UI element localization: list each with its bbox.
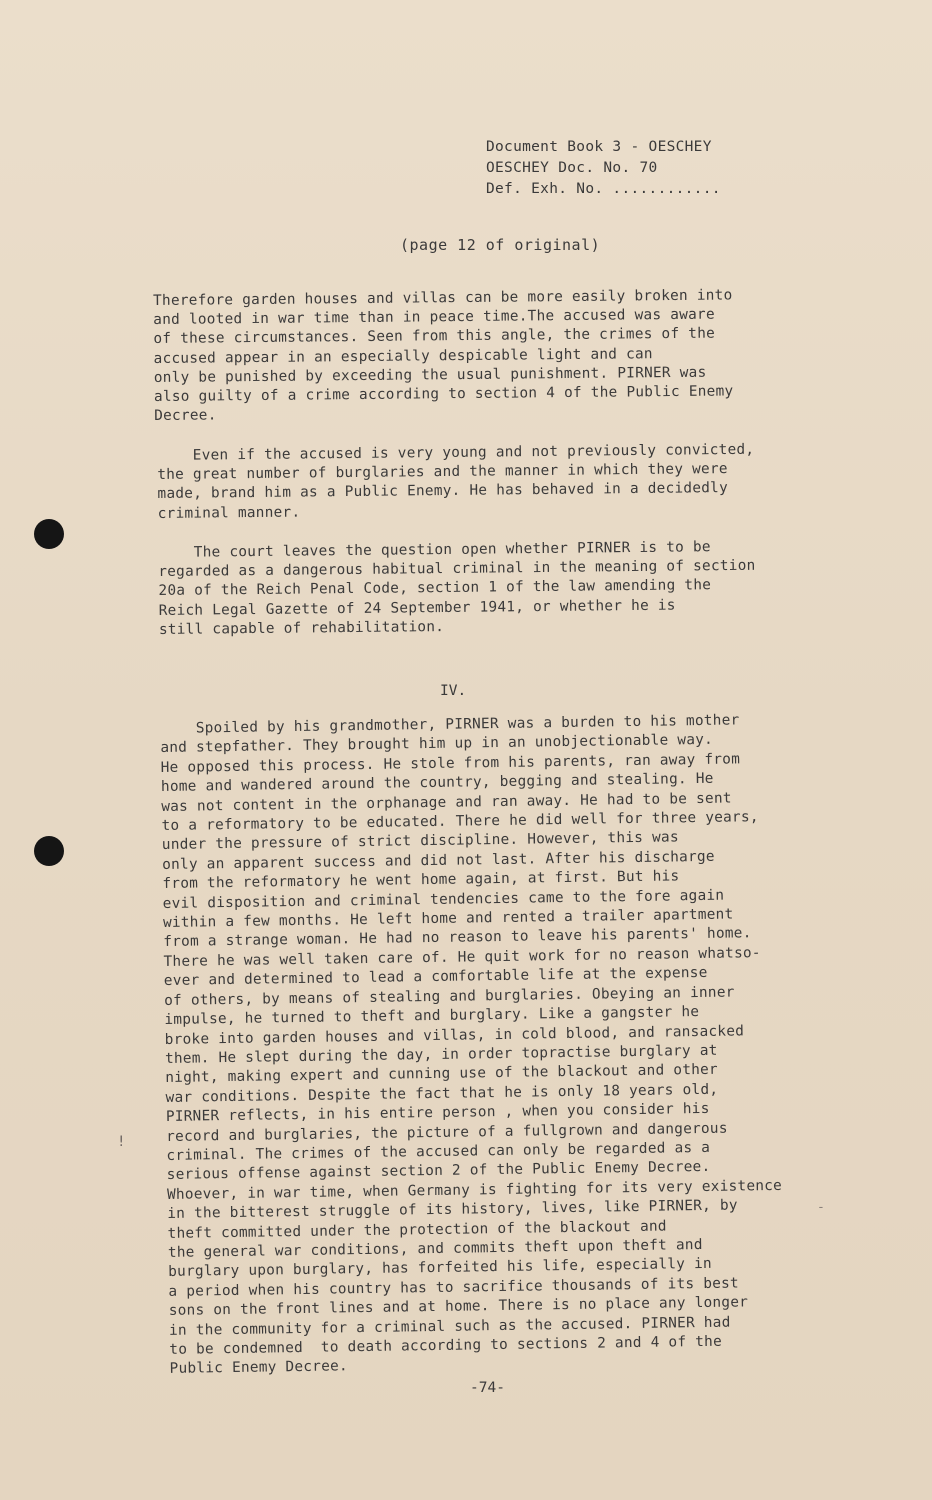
text-line: ever and determined to lead a comfortable life at the expense xyxy=(163,965,708,990)
text-line: Therefore garden houses and villas can be more easily broken into xyxy=(153,287,733,309)
page-number: -74- xyxy=(470,1380,505,1396)
text-line: broke into garden houses and villas, in cold blood, and ransacked xyxy=(164,1022,745,1048)
text-line: within a few months. He left home and rented a trailer apartment xyxy=(162,906,734,932)
paragraph-public-enemy xyxy=(157,441,755,524)
text-line: of others, by means of stealing and burglaries. Obeying an inner xyxy=(164,984,735,1009)
text-line: There he was well taken care of. He quit work for no reason whatso- xyxy=(163,944,761,970)
text-line: war conditions. Despite the fact that he is only 18 years old, xyxy=(165,1081,719,1106)
text-line: a period when his country has to sacrifice thousands of its best xyxy=(168,1275,740,1300)
text-line: regarded as a dangerous habitual criminal in the meaning of section xyxy=(158,557,756,581)
paragraph-habitual-criminal xyxy=(158,538,756,640)
text-line: theft committed under the protection of the blackout and xyxy=(167,1218,667,1242)
text-line: them. He slept during the day, in order topractise burglary at xyxy=(164,1042,718,1067)
text-line: night, making expert and cunning use of the blackout and other xyxy=(165,1062,719,1087)
document-header xyxy=(486,137,721,200)
text-line: in the bitterest struggle of its history, lives, like PIRNER, by xyxy=(167,1197,738,1223)
header-doc-number: OESCHEY Doc. No. 70 xyxy=(486,160,658,176)
text-line: record and burglaries, the picture of a fullgrown and dangerous xyxy=(166,1120,728,1145)
page-reference: (page 12 of original) xyxy=(400,236,601,254)
margin-dash: - xyxy=(817,1200,825,1215)
text-line: The court leaves the question open whether PIRNER is to be xyxy=(158,539,711,561)
text-line: burglary upon burglary, has forfeited his life, especially in xyxy=(168,1256,713,1281)
punch-hole-lower xyxy=(34,836,64,866)
text-line: of these circumstances. Seen from this angle, the crimes of the xyxy=(153,326,716,348)
paragraph-garden-houses xyxy=(153,286,734,426)
text-line: from a strange woman. He had no reason to leave his parents' home. xyxy=(163,925,752,951)
text-line: sons on the front lines and at home. There is no place any longer xyxy=(168,1294,749,1320)
text-line: accused appear in an especially despicable light and can xyxy=(153,345,653,367)
text-line: serious offense against section 2 of the Public Enemy Decree. xyxy=(166,1159,711,1184)
section-heading-iv: IV. xyxy=(440,683,467,699)
text-line: and stepfather. They brought him up in an unobjectionable way. xyxy=(160,732,714,757)
text-line: from the reformatory he went home again, at first. But his xyxy=(162,868,680,893)
text-line: only an apparent success and did not last. After his discharge xyxy=(162,848,715,873)
text-line: Public Enemy Decree. xyxy=(169,1358,349,1378)
margin-mark: ! xyxy=(117,1134,126,1150)
text-line: to be condemned to death according to sections 2 and 4 of the xyxy=(169,1333,723,1358)
text-line: evil disposition and criminal tendencies came to the fore again xyxy=(162,887,725,912)
header-document-book: Document Book 3 - OESCHEY xyxy=(486,139,712,155)
text-line: to a reformatory to be educated. There he did well for three years, xyxy=(161,809,759,835)
text-line: under the pressure of strict discipline. However, this was xyxy=(161,829,679,854)
text-line: also guilty of a crime according to section 4 of the Public Enemy xyxy=(153,383,734,406)
text-line: 20a of the Reich Penal Code, section 1 of the law amending the xyxy=(158,577,712,600)
text-line: impulse, he turned to theft and burglary. Like a gangster he xyxy=(164,1004,700,1029)
text-line: Spoiled by his grandmother, PIRNER was a burden to his mother xyxy=(160,712,740,737)
text-line: PIRNER reflects, in his entire person , when you consider his xyxy=(165,1101,710,1126)
text-line: still capable of rehabilitation. xyxy=(158,618,445,638)
text-line: criminal manner. xyxy=(157,504,301,522)
text-line: Even if the accused is very young and not previously convicted, xyxy=(157,441,755,464)
text-line: Whoever, in war time, when Germany is fighting for its very existence xyxy=(166,1177,783,1203)
text-line: criminal. The crimes of the accused can only be regarded as a xyxy=(166,1139,711,1164)
header-exhibit-number: Def. Exh. No. ............ xyxy=(486,181,721,197)
text-line: He opposed this process. He stole from his parents, ran away from xyxy=(160,751,741,776)
text-line: Reich Legal Gazette of 24 September 1941, or whether he is xyxy=(158,597,676,619)
text-line: was not content in the orphanage and ran away. He had to be sent xyxy=(161,790,732,815)
punch-hole-upper xyxy=(34,519,64,549)
text-line: Decree. xyxy=(154,407,217,425)
paragraph-background xyxy=(160,711,785,1380)
text-line: made, brand him as a Public Enemy. He has behaved in a decidedly xyxy=(157,480,729,503)
text-line: in the community for a criminal such as the accused. PIRNER had xyxy=(168,1314,731,1339)
text-line: and looted in war time than in peace time.The accused was aware xyxy=(153,306,715,329)
text-line: only be punished by exceeding the usual punishment. PIRNER was xyxy=(153,364,707,386)
text-line: home and wandered around the country, begging and stealing. He xyxy=(160,771,714,796)
text-line: the great number of burglaries and the manner in which they were xyxy=(157,461,728,484)
text-line: the general war conditions, and commits theft upon theft and xyxy=(167,1236,703,1261)
